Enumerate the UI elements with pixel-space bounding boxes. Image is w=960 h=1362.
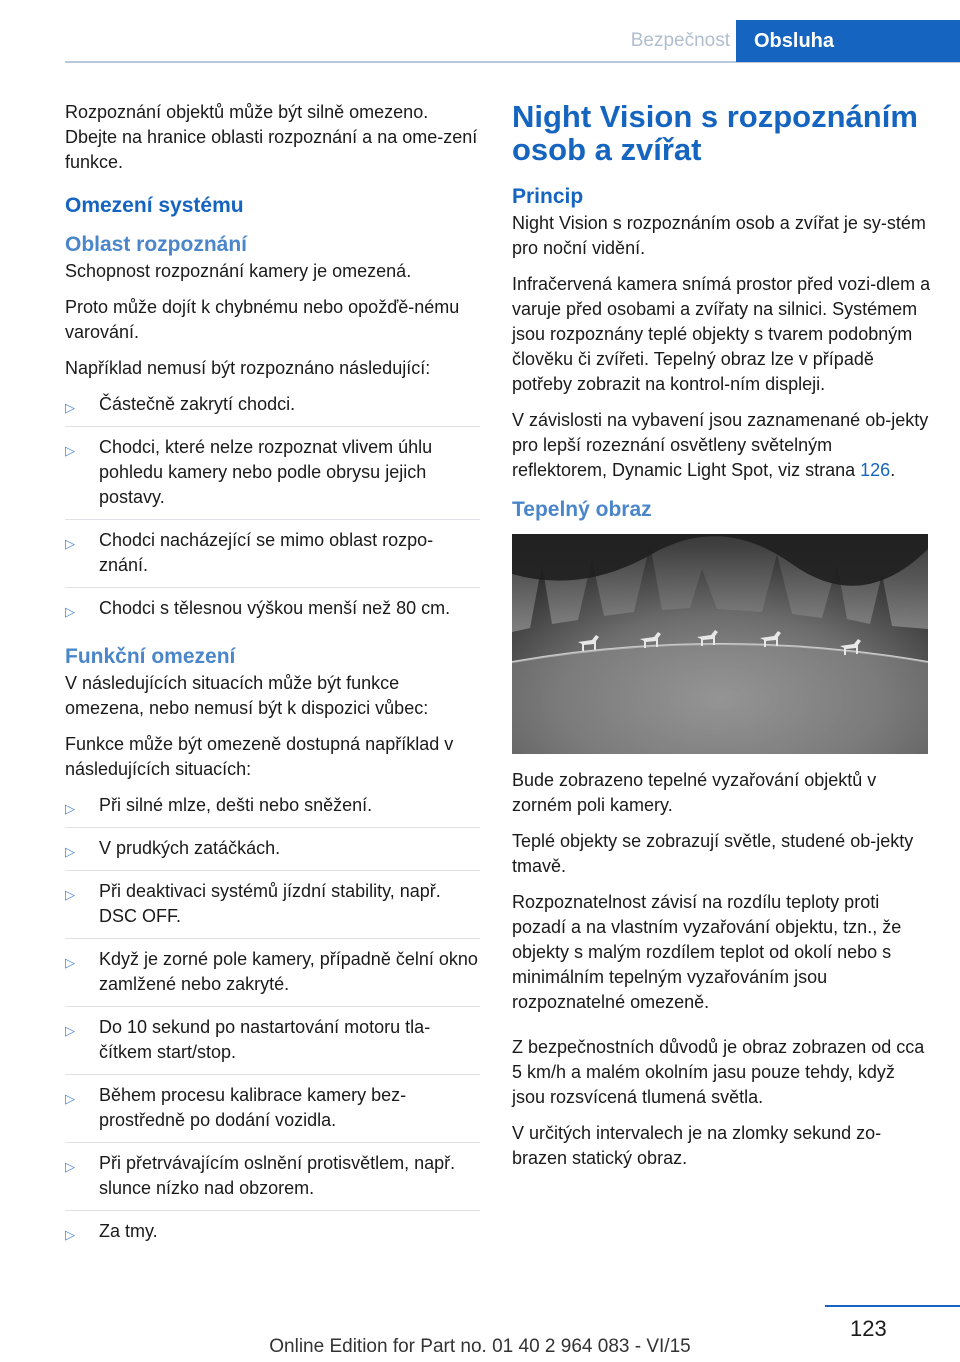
list-item-text: Při silné mlze, dešti nebo sněžení. (99, 795, 373, 815)
header-section-label: Bezpečnost (630, 30, 730, 51)
list-item (65, 947, 480, 1007)
triangle-right-icon: ▷ (65, 1227, 75, 1242)
list-item (65, 1219, 480, 1253)
list-item-text: Chodci, které nelze rozpoznat vlivem úhlu pohledu kamery nebo podle obrysu jejich postavy. (99, 437, 433, 507)
right-column (512, 100, 932, 1182)
page-number-rule (825, 1305, 960, 1307)
page-number: 123 (850, 1316, 887, 1341)
triangle-right-icon: ▷ (65, 400, 75, 415)
list-item (65, 1151, 480, 1211)
list-item (65, 392, 480, 427)
left-column (65, 100, 480, 1263)
list-item (65, 1083, 480, 1143)
paragraph (512, 408, 932, 483)
section-title: Night Vision s rozpoznáním osob a zvířat (512, 99, 918, 167)
list-item-text: Při deaktivaci systémů jízdní stability, např. DSC OFF. (99, 881, 441, 926)
triangle-right-icon: ▷ (65, 801, 75, 816)
thermal-image-figure (512, 534, 928, 754)
paragraph-text: V závislosti na vybavení jsou zaznamenané ob-jekty pro lepší rozeznání osvětleny světelným reflektorem, Dynamic Light Spot, viz strana (512, 410, 929, 480)
list-item (65, 793, 480, 828)
paragraph: Schopnost rozpoznání kamery je omezená. (65, 261, 412, 281)
heading-thermal-image: Tepelný obraz (512, 498, 652, 521)
list-item-text: Při přetrvávajícím oslnění protisvětlem, např. slunce nízko nad obzorem. (99, 1153, 456, 1198)
paragraph-text: . (890, 460, 896, 480)
page-link[interactable]: 126 (860, 460, 891, 480)
list-item (65, 596, 480, 630)
paragraph: V následujících situacích může být funkce omezena, nebo nemusí být k dispozici vůbec: (65, 673, 429, 718)
paragraph: Teplé objekty se zobrazují světle, studené ob-jekty tmavě. (512, 831, 914, 876)
list-item (65, 879, 480, 939)
triangle-right-icon: ▷ (65, 1023, 75, 1038)
paragraph: Infračervená kamera snímá prostor před vozi-dlem a varuje před osobami a zvířaty na silnici. Systémem jsou rozpoznány teplé objekty s tvarem podobným člověku či zvířeti. Tepelný obraz lze v případě potřeby zobrazit na kontrol-ním displeji. (512, 274, 931, 394)
list-item-text: Když je zorné pole kamery, případně čelní okno zamlžené nebo zakryté. (99, 949, 478, 994)
heading-system-limits: Omezení systému (65, 194, 244, 217)
triangle-right-icon: ▷ (65, 1159, 75, 1174)
triangle-right-icon: ▷ (65, 887, 75, 902)
list-item-text: Za tmy. (99, 1221, 158, 1241)
triangle-right-icon: ▷ (65, 1091, 75, 1106)
paragraph: Například nemusí být rozpoznáno následující: (65, 358, 431, 378)
paragraph: Proto může dojít k chybnému nebo opožďě-nému varování. (65, 297, 460, 342)
triangle-right-icon: ▷ (65, 443, 75, 458)
paragraph: Funkce může být omezeně dostupná například v následujících situacích: (65, 734, 454, 779)
heading-detection-area: Oblast rozpoznání (65, 233, 248, 256)
heading-function-limits: Funkční omezení (65, 645, 236, 668)
triangle-right-icon: ▷ (65, 955, 75, 970)
list-item-text: Chodci nacházející se mimo oblast rozpo-znání. (99, 530, 434, 575)
list-item (65, 435, 480, 520)
list-item-text: Chodci s tělesnou výškou menší než 80 cm. (99, 598, 451, 618)
header-tab (736, 20, 960, 62)
list-item (65, 1015, 480, 1075)
list-undetected (65, 392, 480, 630)
triangle-right-icon: ▷ (65, 844, 75, 859)
footer-edition: Online Edition for Part no. 01 40 2 964 083 - VI/15 (269, 1336, 691, 1357)
list-situations (65, 793, 480, 1253)
list-item (65, 528, 480, 588)
intro-text: Rozpoznání objektů může být silně omezeno. Dbejte na hranice oblasti rozpoznání a na ome-zení funkce. (65, 102, 478, 172)
paragraph: Bude zobrazeno tepelné vyzařování objektů v zorném poli kamery. (512, 770, 877, 815)
list-item-text: V prudkých zatáčkách. (99, 838, 281, 858)
list-item-text: Do 10 sekund po nastartování motoru tla-čítkem start/stop. (99, 1017, 431, 1062)
paragraph: Z bezpečnostních důvodů je obraz zobrazen od cca 5 km/h a malém okolním jasu pouze tehdy, když jsou rozsvícená tlumená světla. (512, 1037, 925, 1107)
heading-principle: Princip (512, 185, 584, 208)
triangle-right-icon: ▷ (65, 536, 75, 551)
paragraph: Night Vision s rozpoznáním osob a zvířat je sy-stém pro noční vidění. (512, 213, 926, 258)
thermal-image (512, 534, 928, 754)
paragraph: Rozpoznatelnost závisí na rozdílu teploty proti pozadí a na vlastním vyzařování objektu, tzn., že objekty s malým rozdílem teplot od okolí nebo s minimálním tepelným vyzařováním jsou rozpoznatelné omezeně. (512, 892, 902, 1012)
triangle-right-icon: ▷ (65, 604, 75, 619)
header-tab-label: Obsluha (754, 30, 835, 52)
paragraph: V určitých intervalech je na zlomky sekund zo-brazen statický obraz. (512, 1123, 882, 1168)
list-item-text: Částečně zakrytí chodci. (99, 394, 296, 414)
list-item (65, 836, 480, 871)
list-item-text: Během procesu kalibrace kamery bez-prostředně po dodání vozidla. (99, 1085, 407, 1130)
